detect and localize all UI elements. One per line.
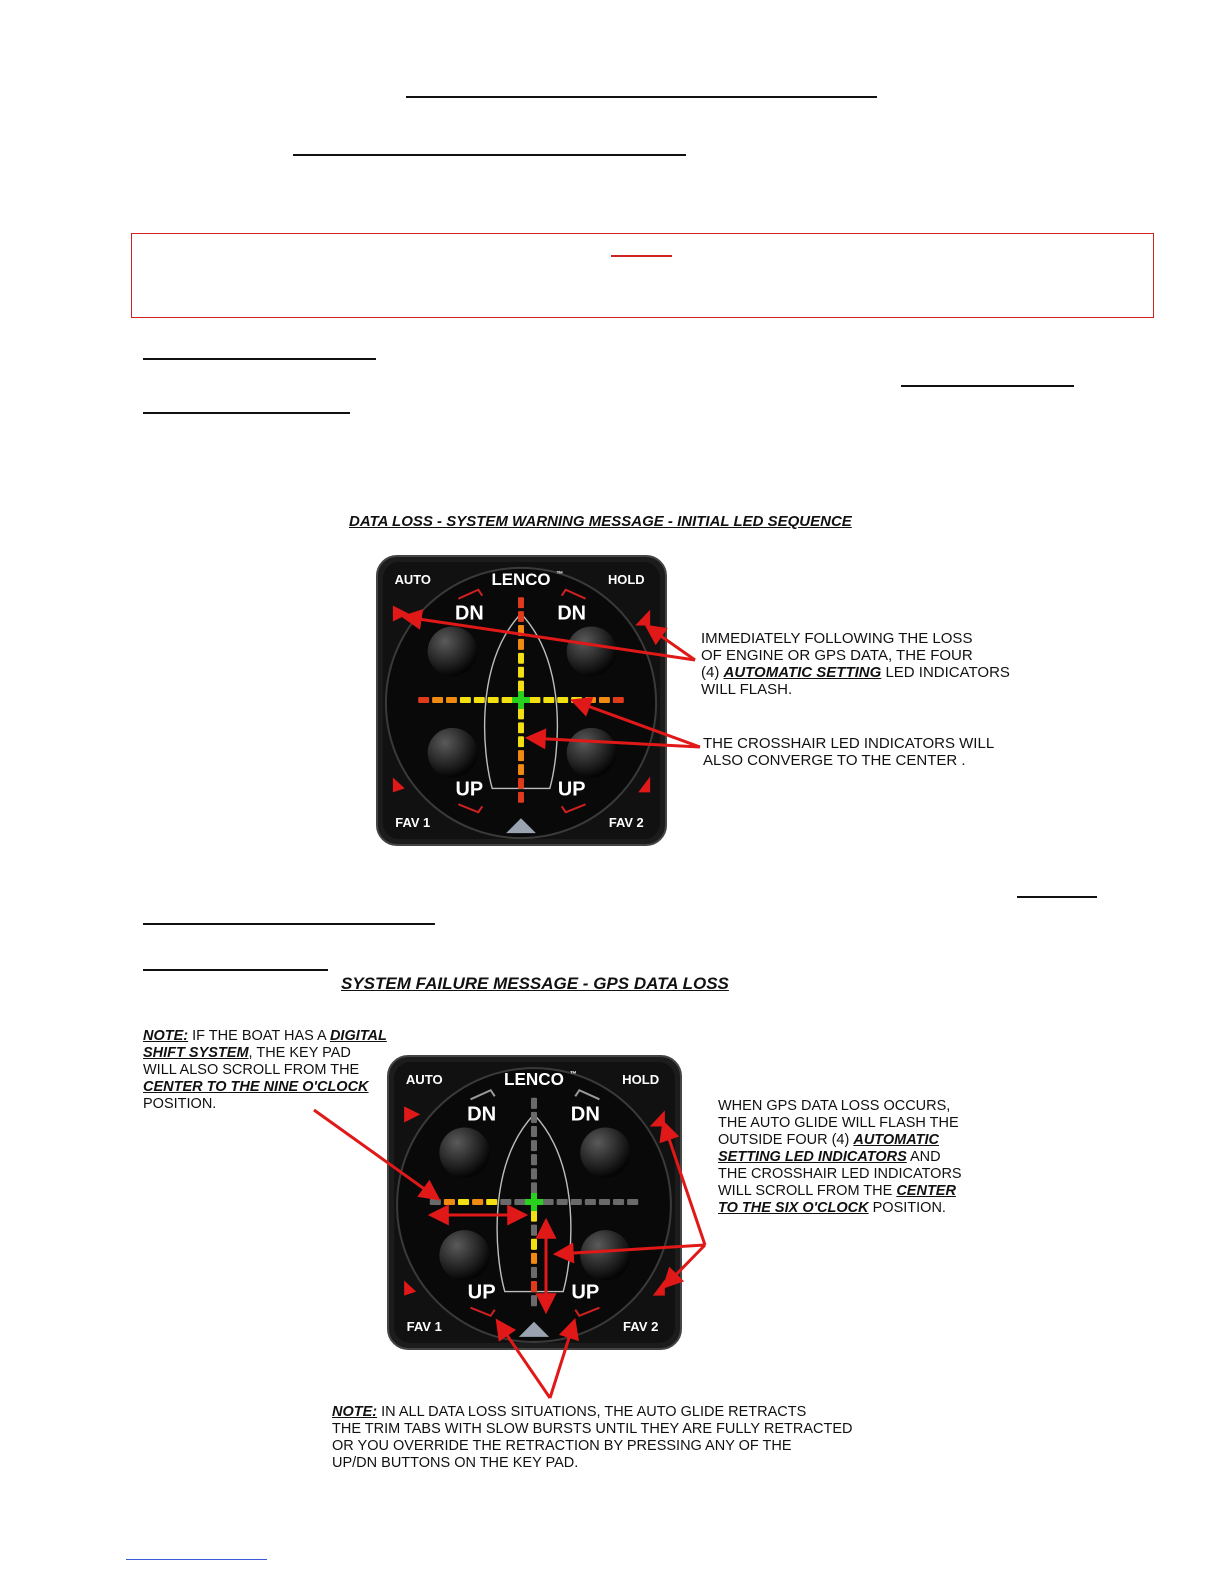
fav2-label: FAV 2 — [608, 815, 644, 831]
up-label-right: UP — [557, 778, 586, 801]
arrow — [314, 1110, 437, 1198]
dn-label-right: DN — [557, 602, 587, 625]
figure1-callout-auto-setting: IMMEDIATELY FOLLOWING THE LOSS OF ENGINE OR GPS DATA, THE FOUR (4) AUTOMATIC SETTING LED INDICATORS WILL FLASH. — [701, 630, 1010, 698]
brand-trademark: ™ — [569, 1071, 577, 1079]
auto-label: AUTO — [405, 1072, 443, 1088]
figure2-note-bottom: NOTE: IN ALL DATA LOSS SITUATIONS, THE AUTO GLIDE RETRACTS THE TRIM TABS WITH SLOW BURSTS UNTIL THEY ARE FULLY RETRACTED OR YOU OVERRIDE THE RETRACTION BY PRESSING ANY OF THE UP/DN BUTTONS ON THE KEY PAD. — [332, 1404, 853, 1471]
fav1-label: FAV 1 — [406, 1318, 442, 1334]
brand-logo: LENCO — [504, 1070, 564, 1090]
arrow — [665, 1245, 705, 1286]
footer-link-rule — [126, 1559, 267, 1560]
up-label-left: UP — [467, 1281, 496, 1304]
hold-label: HOLD — [607, 571, 645, 587]
brand-logo: LENCO — [491, 569, 551, 589]
dn-label-left: DN — [455, 602, 484, 625]
figure2-caption: SYSTEM FAILURE MESSAGE - GPS DATA LOSS — [341, 974, 729, 993]
arrow — [664, 1124, 705, 1245]
dn-label-right: DN — [570, 1103, 600, 1126]
arrow — [498, 1322, 550, 1398]
arrow — [557, 1245, 705, 1254]
fav1-label: FAV 1 — [395, 815, 431, 831]
up-label-left: UP — [455, 778, 484, 801]
auto-label: AUTO — [394, 571, 431, 587]
brand-trademark: ™ — [556, 570, 564, 578]
figure2-note-left: NOTE: IF THE BOAT HAS A DIGITAL SHIFT SYSTEM, THE KEY PAD WILL ALSO SCROLL FROM THE CENTER TO THE NINE O'CLOCK POSITION. — [143, 1028, 387, 1112]
hold-label: HOLD — [622, 1072, 660, 1088]
figure1-caption: DATA LOSS - SYSTEM WARNING MESSAGE - INITIAL LED SEQUENCE — [349, 513, 852, 530]
figure2-callout-right: WHEN GPS DATA LOSS OCCURS, THE AUTO GLIDE WILL FLASH THE OUTSIDE FOUR (4) AUTOMATIC SETTING LED INDICATORS AND THE CROSSHAIR LED INDICATORS WILL SCROLL FROM THE CENTER TO THE SIX O'CLOCK POSITION. — [718, 1098, 962, 1216]
figure1-callout-crosshair: THE CROSSHAIR LED INDICATORS WILL ALSO CONVERGE TO THE CENTER . — [703, 735, 995, 769]
arrow — [550, 1322, 574, 1398]
up-label-right: UP — [571, 1281, 600, 1304]
fav2-label: FAV 2 — [623, 1318, 659, 1334]
dn-label-left: DN — [467, 1103, 497, 1126]
